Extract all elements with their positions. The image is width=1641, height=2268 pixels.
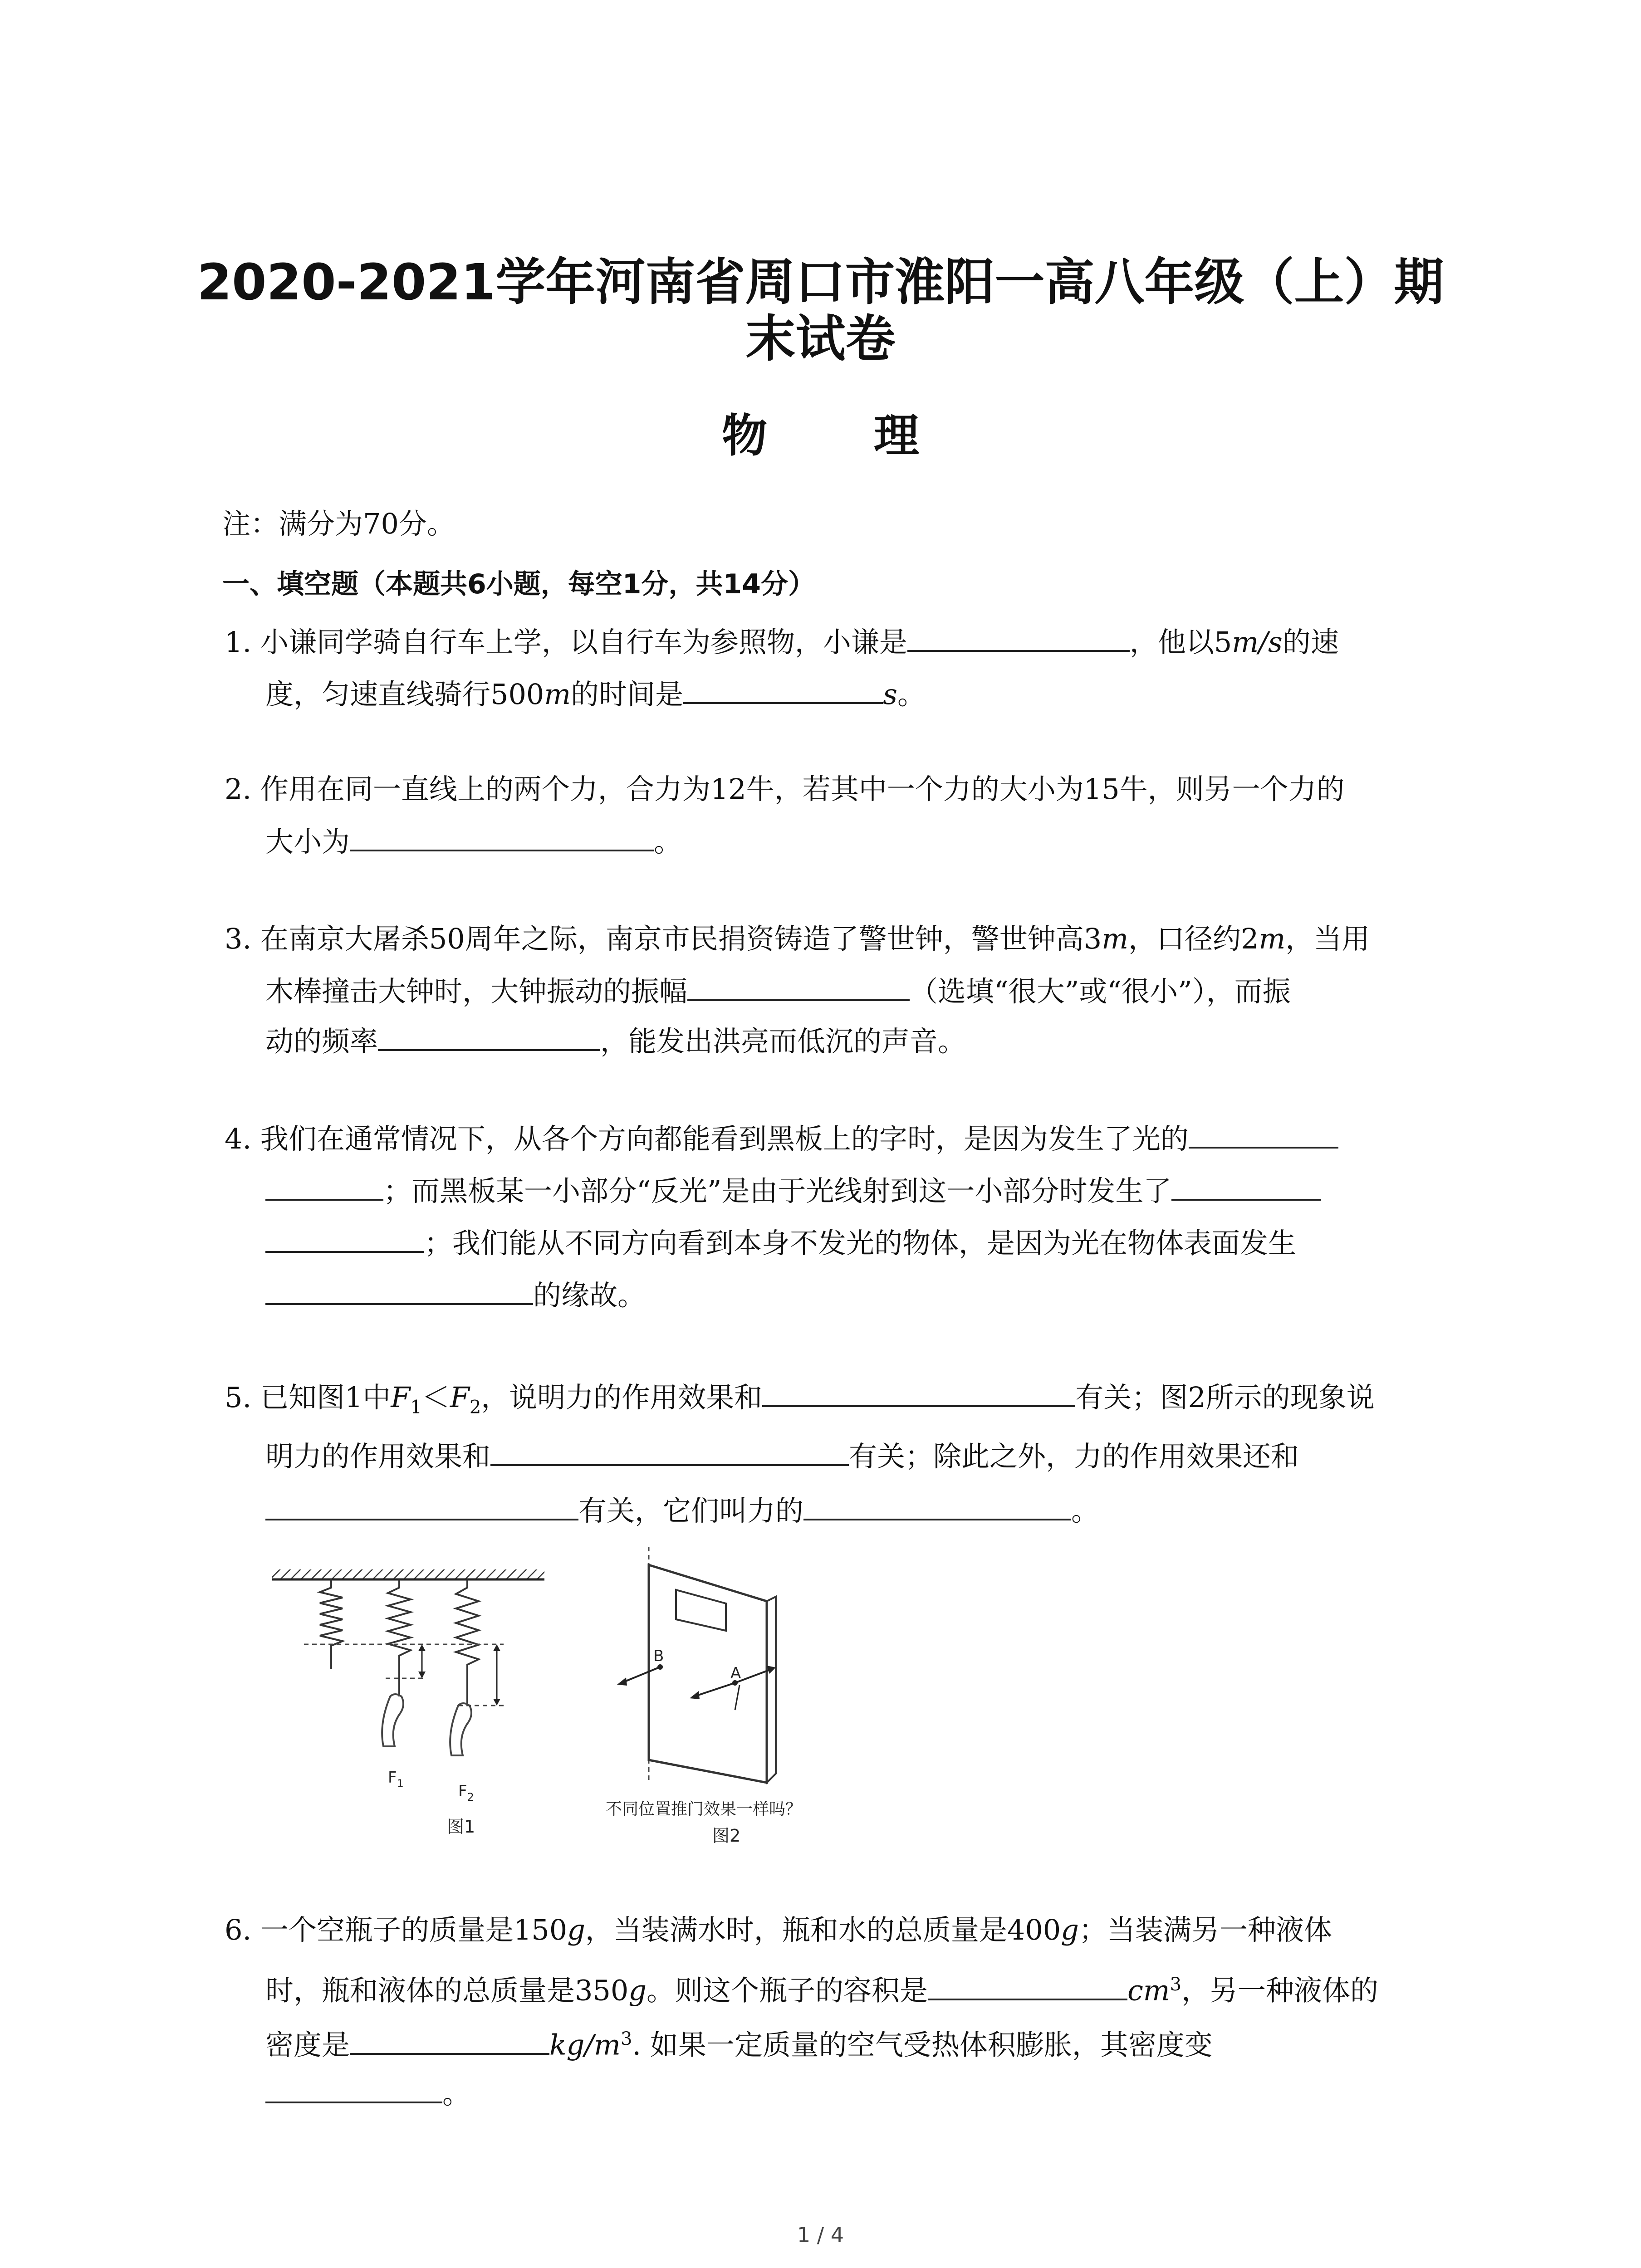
q5-text-a: 5. 已知图1中 [225, 1381, 391, 1414]
q3-blank-2[interactable] [378, 1023, 600, 1051]
q5-text-a3: 有关；图2所示的现象说 [1075, 1381, 1375, 1414]
score-note: 注：满分为70分。 [222, 507, 455, 540]
exam-title-line2: 末试卷 [745, 310, 896, 368]
q1-blank-1[interactable] [907, 624, 1130, 652]
label-b: B [653, 1647, 664, 1665]
q6-blank-1[interactable] [928, 1972, 1127, 2000]
q1-text-b: ，他以5 [1129, 626, 1232, 659]
fig1-f1-label: $F_1$ [388, 1769, 404, 1790]
fig1-f2-label: $F_2$ [458, 1782, 474, 1804]
hand-2 [450, 1703, 471, 1755]
label-a: A [730, 1664, 741, 1682]
question-6-line2 [265, 1966, 1378, 2009]
q1-unit-m: m [544, 678, 571, 711]
q6-text-a2: ，当装满水时，瓶和水的总质量是400 [585, 1913, 1061, 1946]
spring-3 [456, 1579, 479, 1706]
fig1-caption: 图1 [447, 1817, 475, 1837]
q6-text-b: 时，瓶和液体的总质量是350 [265, 1974, 629, 2007]
question-1-line1 [225, 624, 1339, 660]
q6-unit-kgm-sup: 3 [620, 2028, 632, 2049]
q3-text-c2: ，能发出洪亮而低沉的声音。 [600, 1025, 966, 1058]
q6-text-a: 6. 一个空瓶子的质量是150 [225, 1913, 568, 1946]
section-header: 一、填空题（本题共6小题，每空1分，共14分） [222, 568, 815, 600]
question-6-line4 [265, 2075, 470, 2112]
q3-blank-1[interactable] [687, 973, 910, 1001]
figure-2-door [603, 1547, 885, 1855]
ceiling-hatch [272, 1569, 544, 1579]
question-1-line2 [265, 676, 926, 713]
q3-text-b2: （选填“很大”或“很小”），而振 [910, 975, 1291, 1008]
fig2-question: 不同位置推门效果一样吗？ [606, 1800, 802, 1818]
q5-text-a2: ，说明力的作用效果和 [481, 1381, 763, 1414]
q5-blank-3[interactable] [265, 1492, 578, 1520]
q6-text-c: 密度是 [265, 2028, 350, 2062]
q5-text-c: 有关，它们叫力的 [578, 1494, 804, 1527]
q1-text-e: 的时间是 [571, 678, 684, 711]
q5-blank-1[interactable] [762, 1379, 1075, 1407]
q5-text-b2: 有关；除此之外，力的作用效果还和 [849, 1440, 1299, 1473]
door-panel [649, 1565, 767, 1783]
question-6-line3 [265, 2021, 1213, 2063]
q4-text-a: 4. 我们在通常情况下，从各个方向都能看到黑板上的字时，是因为发生了光的 [225, 1122, 1189, 1155]
q3-text-b: 木棒撞击大钟时，大钟振动的振幅 [265, 975, 688, 1008]
question-3-line3 [265, 1023, 966, 1060]
q3-unit-m2: m [1259, 922, 1286, 955]
subject-title: 物 理 [722, 409, 965, 462]
q4-blank-1b[interactable] [265, 1173, 383, 1201]
q3-text-a2: ，口径约2 [1128, 922, 1259, 955]
q4-blank-2b[interactable] [265, 1225, 424, 1253]
q6-unit-g2: g [1061, 1913, 1079, 1946]
q1-text-c: 的速 [1282, 626, 1339, 659]
q6-blank-2[interactable] [350, 2027, 549, 2055]
q6-blank-3[interactable] [265, 2075, 442, 2103]
q6-unit-cm-sup: 3 [1170, 1974, 1182, 1995]
q1-text-d: 度，匀速直线骑行500 [265, 678, 544, 711]
q3-text-a3: ，当用 [1285, 922, 1370, 955]
question-5-line1 [225, 1379, 1375, 1425]
figure-1-springs [268, 1560, 558, 1846]
question-4-line4 [265, 1277, 646, 1314]
q1-text-f: 。 [897, 678, 926, 711]
q2-blank[interactable] [350, 823, 654, 851]
q1-blank-2[interactable] [683, 676, 883, 704]
q3-unit-m1: m [1102, 922, 1128, 955]
question-2-line2 [265, 823, 682, 860]
q5-text-b: 明力的作用效果和 [265, 1440, 491, 1473]
q2-text-c: 。 [654, 825, 682, 858]
fig2-caption: 图2 [712, 1826, 741, 1846]
q1-text-a: 1. 小谦同学骑自行车上学，以自行车为参照物，小谦是 [225, 626, 907, 659]
q3-text-c: 动的频率 [265, 1025, 378, 1058]
q5-f2: F [450, 1381, 470, 1414]
q6-text-c2: . 如果一定质量的空气受热体积膨胀，其密度变 [632, 2028, 1213, 2062]
q5-f2-sub: 2 [469, 1397, 481, 1418]
question-4-line1 [225, 1120, 1338, 1157]
q1-unit-ms: m/s [1232, 626, 1283, 659]
q5-blank-2[interactable] [490, 1438, 849, 1466]
q5-f1-sub: 1 [410, 1397, 422, 1418]
page-number: 1 / 4 [797, 2223, 844, 2247]
q4-text-c: ；我们能从不同方向看到本身不发光的物体，是因为光在物体表面发生 [424, 1227, 1297, 1260]
q5-blank-4[interactable] [803, 1492, 1071, 1520]
door-window [676, 1590, 726, 1631]
question-6-line1 [225, 1912, 1332, 1948]
question-5-line3 [265, 1492, 1099, 1529]
exam-title-line1: 2020-2021学年河南省周口市淮阳一高八年级（上）期 [197, 253, 1444, 311]
q3-text-a: 3. 在南京大屠杀50周年之际，南京市民捐资铸造了警世钟，警世钟高3 [225, 922, 1102, 955]
q6-unit-g3: g [628, 1974, 647, 2007]
q2-text-b: 大小为 [265, 825, 350, 858]
q5-f1: F [391, 1381, 411, 1414]
question-3-line1 [225, 921, 1370, 957]
q6-text-a3: ；当装满另一种液体 [1078, 1913, 1332, 1946]
question-4-line3 [265, 1225, 1296, 1261]
question-2-line1: 2. 作用在同一直线上的两个力，合力为12牛，若其中一个力的大小为15牛，则另一个力的 [225, 772, 1345, 806]
q4-blank-1a[interactable] [1189, 1120, 1338, 1149]
q6-text-b2: 。则这个瓶子的容积是 [647, 1974, 928, 2007]
q4-blank-3[interactable] [265, 1277, 533, 1305]
q4-blank-2a[interactable] [1171, 1173, 1321, 1201]
spring-1 [320, 1579, 343, 1669]
q5-text-c2: 。 [1071, 1494, 1100, 1527]
q1-unit-s: s [883, 678, 897, 711]
q6-unit-kgm: kg/m [549, 2028, 621, 2062]
q6-unit-cm: cm [1127, 1974, 1170, 2007]
q5-lt: ＜ [421, 1381, 450, 1414]
spring-2 [388, 1579, 411, 1696]
q4-text-d: 的缘故。 [533, 1279, 646, 1312]
q6-text-d: 。 [442, 2077, 471, 2110]
question-3-line2 [265, 973, 1291, 1010]
q6-text-b3: ，另一种液体的 [1181, 1974, 1379, 2007]
question-5-line2 [265, 1438, 1299, 1475]
question-4-line2 [265, 1173, 1321, 1209]
q4-text-b: ；而黑板某一小部分“反光”是由于光线射到这一小部分时发生了 [383, 1174, 1172, 1207]
q6-unit-g1: g [567, 1913, 585, 1946]
hand-1 [382, 1694, 403, 1746]
